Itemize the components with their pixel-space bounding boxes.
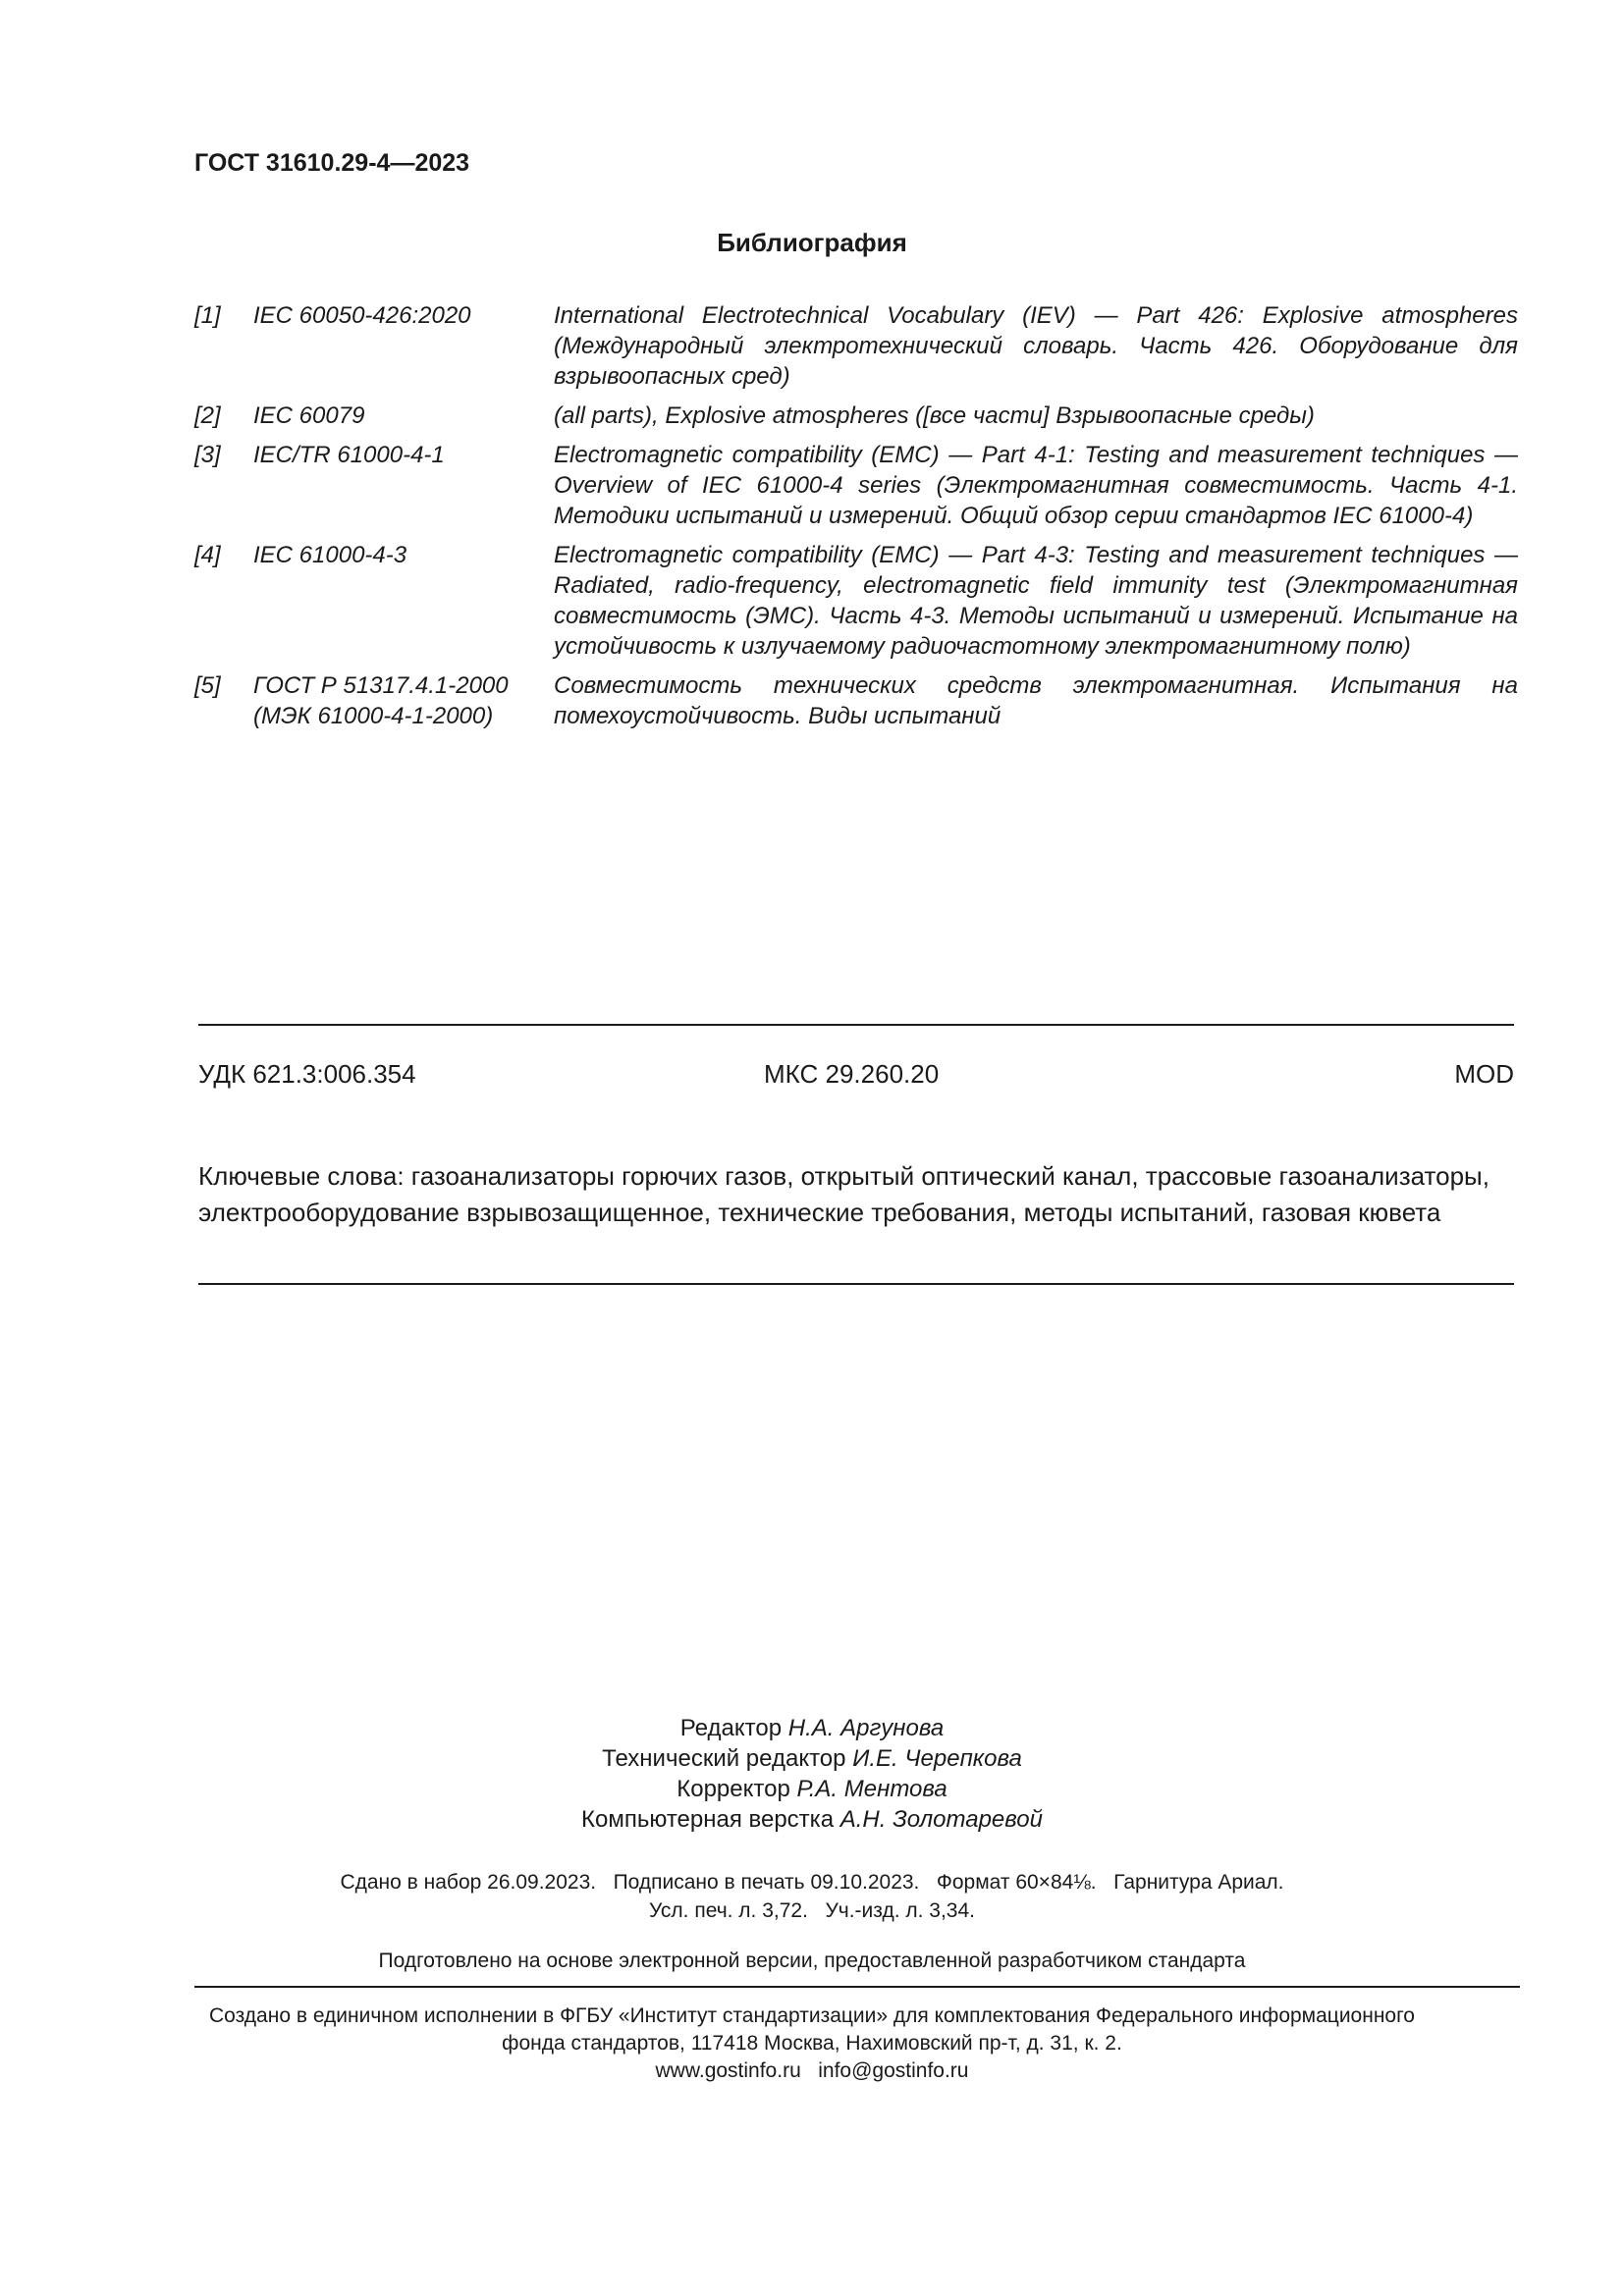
entry-code <box>253 670 554 731</box>
created-line: www.gostinfo.ru info@gostinfo.ru <box>655 2059 969 2082</box>
bibliography-title: Библиография <box>717 228 907 257</box>
editor-name: А.Н. Золотаревой <box>839 1806 1043 1833</box>
entry-description: Совместимость технических средств электромагнитная. Испытания на помехоустойчивость. Виды испытаний <box>554 672 1518 729</box>
created-line: фонда стандартов, 117418 Москва, Нахимовский пр-т, д. 31, к. 2. <box>502 2032 1122 2055</box>
bibliography-entry <box>194 400 1518 431</box>
entry-description: Electromagnetic compatibility (EMC) — Part 4-3: Testing and measurement techniques — Radiated, radio-frequency, electromagnetic field immunity test (Электромагнитная совместимость (ЭМС). Часть 4-3. Методы испытаний и измерений. Испытание на устойчивость к излучаемому радиочастотному электромагнитному полю) <box>554 542 1518 660</box>
bibliography-entry <box>194 300 1518 392</box>
editor-line <box>0 1713 1624 1743</box>
entry-code: IEC 60079 <box>253 402 365 429</box>
created-line: Создано в единичном исполнении в ФГБУ «Институт стандартизации» для комплектования Федерального информационного <box>209 2004 1415 2027</box>
editor-role: Технический редактор <box>602 1745 846 1772</box>
publication-info <box>0 1868 1624 1925</box>
editor-line <box>0 1743 1624 1774</box>
entry-code-line: (МЭК 61000-4-1-2000) <box>253 703 494 729</box>
entry-number: [1] <box>194 302 221 329</box>
editor-role: Корректор <box>677 1776 790 1802</box>
entry-code-line: ГОСТ Р 51317.4.1-2000 <box>253 672 509 699</box>
entry-code: IEC 60050-426:2020 <box>253 302 471 329</box>
entry-number: [2] <box>194 402 221 429</box>
bibliography-list <box>194 300 1518 740</box>
editor-name: Н.А. Аргунова <box>787 1715 945 1741</box>
publication-line: Усл. печ. л. 3,72. Уч.-изд. л. 3,34. <box>648 1899 975 1922</box>
publication-line: Сдано в набор 26.09.2023. Подписано в печать 09.10.2023. Формат 60×84⅛. Гарнитура Ариал. <box>340 1871 1284 1894</box>
udk-code: УДК 621.3:006.354 <box>198 1059 416 1089</box>
divider-bottom <box>198 1283 1514 1285</box>
entry-number: [5] <box>194 672 221 699</box>
created-note <box>0 2002 1624 2085</box>
entry-number: [4] <box>194 542 221 568</box>
document-number: ГОСТ 31610.29-4—2023 <box>194 149 470 177</box>
entry-code: IEC 61000-4-3 <box>253 542 407 568</box>
entry-number: [3] <box>194 442 221 468</box>
entry-code: IEC/TR 61000-4-1 <box>253 442 445 468</box>
keywords: Ключевые слова: газоанализаторы горючих газов, открытый оптический канал, трассовые газоанализаторы, электрооборудование взрывозащищенное, технические требования, методы испытаний, газовая кювета <box>198 1161 1489 1227</box>
editor-line <box>0 1774 1624 1804</box>
divider-top <box>198 1024 1514 1026</box>
bibliography-entry <box>194 440 1518 531</box>
mks-code: МКС 29.260.20 <box>764 1059 940 1089</box>
editor-role: Редактор <box>679 1715 783 1741</box>
prepared-note: Подготовлено на основе электронной версии, предоставленной разработчиком стандарта <box>378 1949 1246 1972</box>
entry-description: International Electrotechnical Vocabulary (IEV) — Part 426: Explosive atmospheres (Международный электротехнический словарь. Часть 426. Оборудование для взрывоопасных сред) <box>554 302 1518 390</box>
divider-footer <box>194 1986 1520 1988</box>
bibliography-entry <box>194 540 1518 662</box>
editor-name: И.Е. Черепкова <box>852 1745 1022 1772</box>
bibliography-entry <box>194 670 1518 731</box>
entry-description: (all parts), Explosive atmospheres ([все части] Взрывоопасные среды) <box>554 402 1315 429</box>
mod-label: MOD <box>1454 1059 1514 1089</box>
entry-description: Electromagnetic compatibility (EMC) — Part 4-1: Testing and measurement techniques — Overview of IEC 61000-4 series (Электромагнитная совместимость. Часть 4-1. Методики испытаний и измерений. Общий обзор серии стандартов IEC 61000-4) <box>554 442 1518 529</box>
editor-line <box>0 1804 1624 1835</box>
editors-block <box>0 1713 1624 1835</box>
editor-name: Р.А. Ментова <box>796 1776 947 1802</box>
editor-role: Компьютерная верстка <box>581 1806 835 1833</box>
